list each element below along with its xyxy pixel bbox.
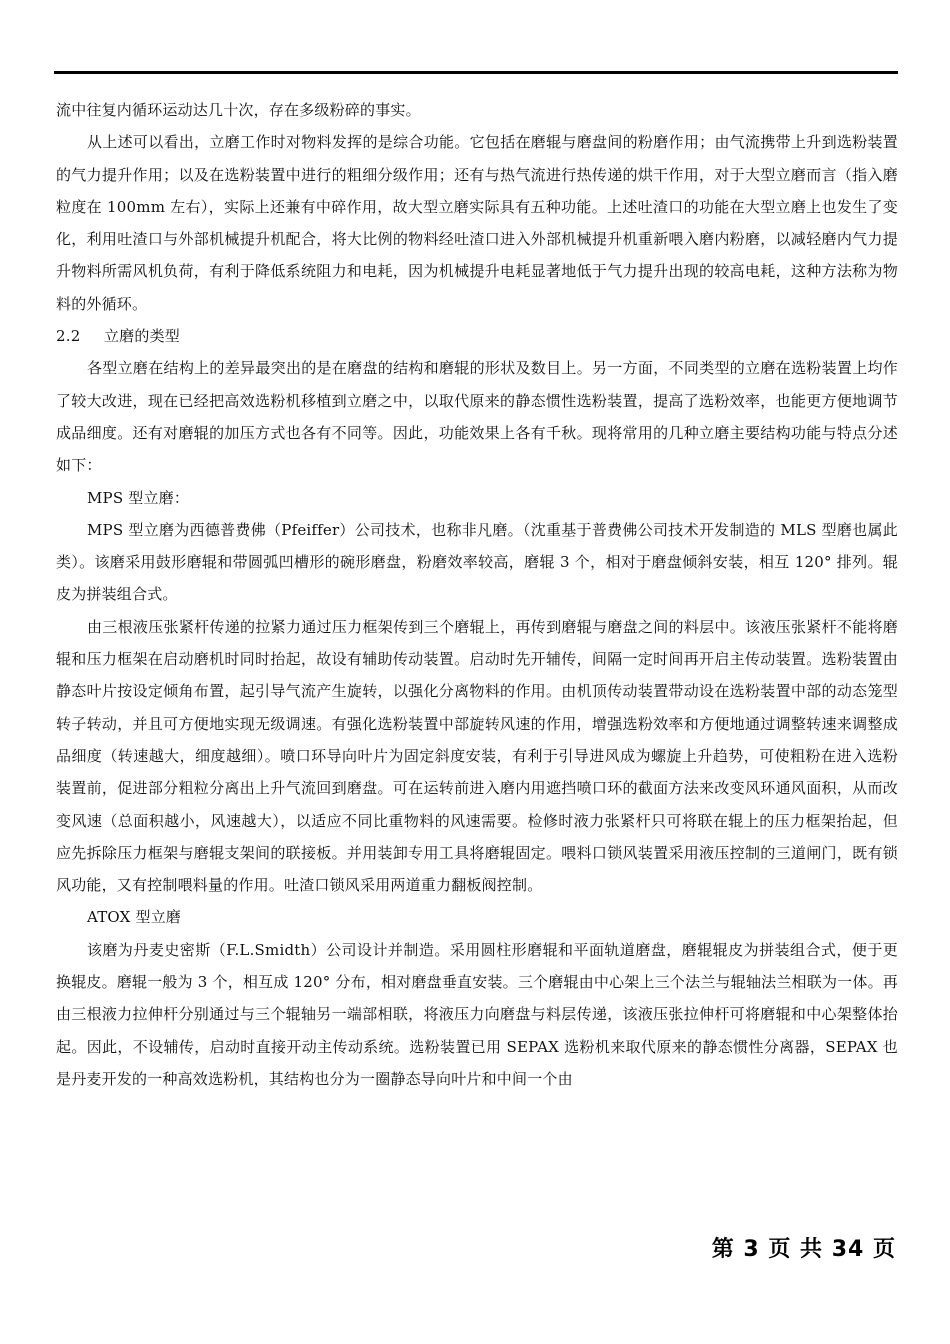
paragraph-atox-overview: 该磨为丹麦史密斯（F.L.Smidth）公司设计并制造。采用圆柱形磨辊和平面轨道磨盘，磨辊辊皮为拼装组合式，便于更换辊皮。磨辊一般为 3 个，相互成 120° 分布，相对磨盘垂直安装。三个磨辊由中心架上三个法兰与辊轴法兰相联为一体。再由三根液力拉伸杆分别通过与三个辊轴另一端部相联，将液压力向磨盘与料层传递，该液压张拉伸杆可将磨辊和中心架整体抬起。因此，不设辅传，启动时直接开动主传动系统。选粉装置已用 SEPAX 选粉机来取代原来的静态惯性分离器，SEPAX 也是丹麦开发的一种高效选粉机，其结构也分为一圈静态导向叶片和中间一个由 (56, 940, 898, 1088)
paragraph-mill-types-intro: 各型立磨在结构上的差异最突出的是在磨盘的结构和磨辊的形状及数目上。另一方面，不同类型的立磨在选粉装置上均作了较大改进，现在已经把高效选粉机移植到立磨之中，以取代原来的静态惯性选粉装置，提高了选粉效率，也能更方便地调节成品细度。还有对磨辊的加压方式也各有不同等。因此，功能效果上各有千秋。现将常用的几种立磨主要结构功能与特点分述如下： (56, 359, 898, 475)
section-heading (56, 320, 898, 352)
paragraph-mps-overview: MPS 型立磨为西德普费佛（Pfeiffer）公司技术，也称非凡磨。（沈重基于普费佛公司技术开发制造的 MLS 型磨也属此类）。该磨采用鼓形磨辊和带圆弧凹槽形的碗形磨盘，粉磨效率较高，磨辊 3 个，相对于磨盘倾斜安装，相互 120° 排列。辊皮为拼装组合式。 (56, 520, 898, 604)
document-body (56, 94, 898, 1095)
section-number: 2.2 (56, 327, 81, 346)
paragraph-vertical-mill-functions: 从上述可以看出，立磨工作时对物料发挥的是综合功能。它包括在磨辊与磨盘间的粉磨作用；由气流携带上升到选粉装置的气力提升作用；以及在选粉装置中进行的粗细分级作用；还有与热气流进行热传递的烘干作用，对于大型立磨而言（指入磨粒度在 100mm 左右），实际上还兼有中碎作用，故大型立磨实际具有五种功能。上述吐渣口的功能在大型立磨上也发生了变化，利用吐渣口与外部机械提升机配合，将大比例的物料经吐渣口进入外部机械提升机重新喂入磨内粉磨，以减轻磨内气力提升物料所需风机负荷，有利于降低系统阻力和电耗，因为机械提升电耗显著地低于气力提升出现的较高电耗，这种方法称为物料的外循环。 (56, 133, 898, 313)
page-number-footer: 第 3 页 共 34 页 (711, 1237, 896, 1262)
subheading-mps: MPS 型立磨： (87, 488, 190, 507)
paragraph-mps-details: 由三根液压张紧杆传递的拉紧力通过压力框架传到三个磨辊上，再传到磨辊与磨盘之间的料层中。该液压张紧杆不能将磨辊和压力框架在启动磨机时同时抬起，故设有辅助传动装置。启动时先开辅传，间隔一定时间再开启主传动装置。选粉装置由静态叶片按设定倾角布置，起引导气流产生旋转，以强化分离物料的作用。由机顶传动装置带动设在选粉装置中部的动态笼型转子转动，并且可方便地实现无级调速。有强化选粉装置中部旋转风速的作用，增强选粉效率和方便地通过调整转速来调整成品细度（转速越大，细度越细）。喷口环导向叶片为固定斜度安装，有利于引导进风成为螺旋上升趋势，可使粗粉在进入选粉装置前，促进部分粗粒分离出上升气流回到磨盘。可在运转前进入磨内用遮挡喷口环的截面方法来改变风环通风面积，从而改变风速（总面积越小，风速越大），以适应不同比重物料的风速需要。检修时液力张紧杆只可将联在辊上的压力框架抬起，但应先拆除压力框架与磨辊支架间的联接板。并用装卸专用工具将磨辊固定。喂料口锁风装置采用液压控制的三道闸门，既有锁风功能，又有控制喂料量的作用。吐渣口锁风采用两道重力翻板阀控制。 (56, 617, 898, 895)
header-rule (54, 71, 898, 74)
subheading-atox: ATOX 型立磨 (87, 908, 182, 927)
paragraph-continuation: 流中往复内循环运动达几十次，存在多级粉碎的事实。 (56, 101, 421, 119)
section-title: 立磨的类型 (104, 327, 181, 346)
